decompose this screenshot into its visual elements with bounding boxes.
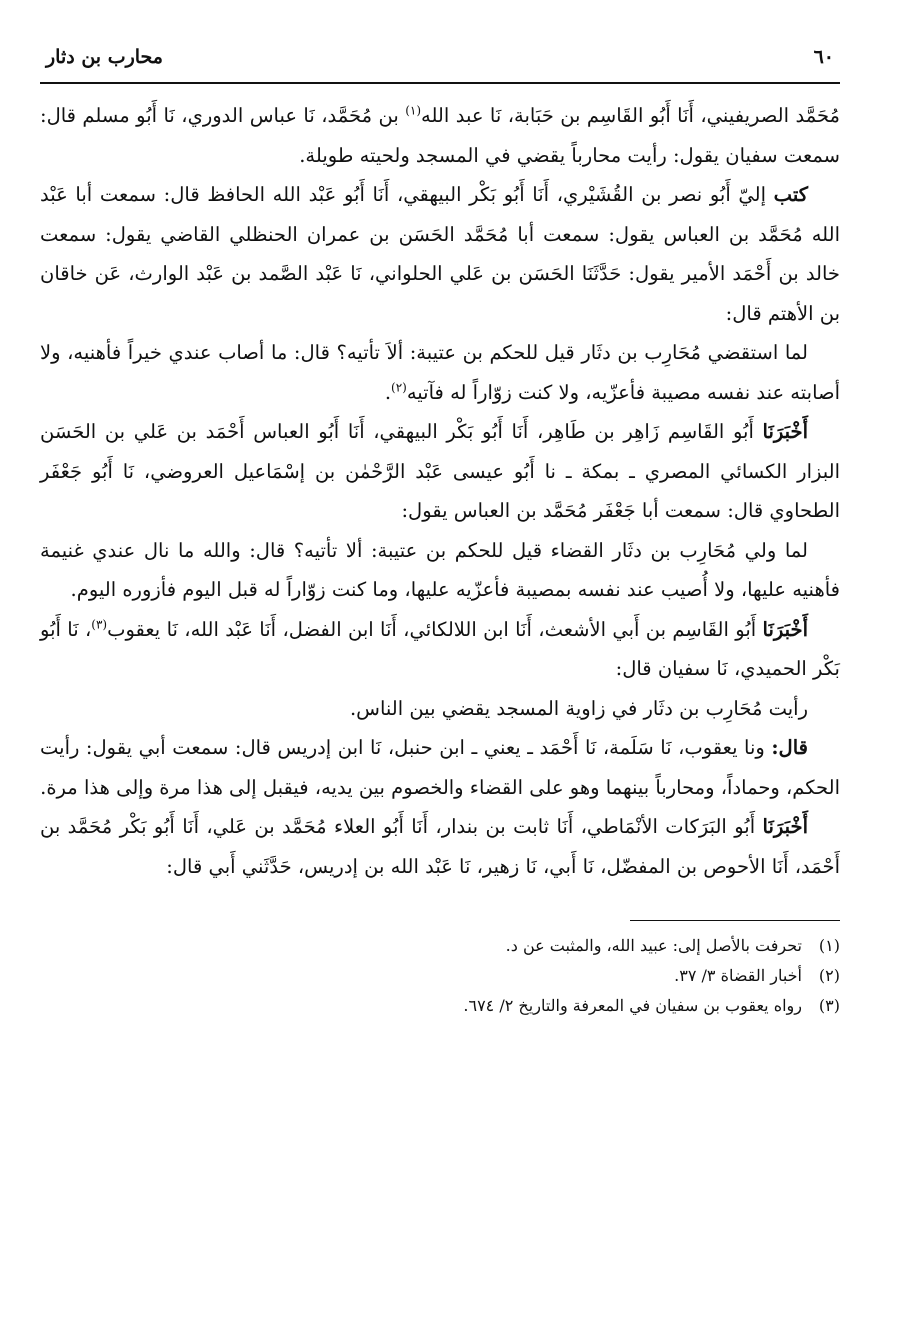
- footnote-number: (٣): [818, 996, 840, 1015]
- footnote-number: (٢): [818, 966, 840, 985]
- paragraph-2: [40, 175, 840, 333]
- paragraph-lead: أَخْبَرَنَا: [762, 420, 808, 443]
- paragraph-text-after: بن مُحَمَّد، نَا عباس الدوري، نَا أَبُو مسلم قال: سمعت سفيان يقول: رأيت محارباً يقضي في المسجد ولحيته طويلة.: [40, 104, 840, 167]
- book-page: [40, 46, 840, 1021]
- paragraph-9: [40, 807, 840, 886]
- paragraph-text: أَبُو البَرَكات الأنْمَاطي، أَنَا ثابت بن بندار، أَنَا أَبُو العلاء مُحَمَّد بن عَلي، أَنَا أَبُو بَكْر مُحَمَّد بن أَحْمَد، أَنَا الأحوص بن المفضّل، نَا أَبي، نَا زهير، نَا عَبْد الله بن إدريس، حَدَّثَني أَبي قال:: [40, 815, 840, 878]
- paragraph-7: [40, 689, 840, 729]
- paragraph-text: أَبُو القَاسِم بن أَبي الأشعث، أَنَا ابن اللالكائي، أَنَا ابن الفضل، أَنَا عَبْد الله، نَا يعقوب: [107, 617, 763, 641]
- paragraph-text: مُحَمَّد الصريفيني، أَنَا أَبُو القَاسِم بن حَبَابة، نَا عبد الله: [421, 104, 840, 127]
- paragraph-text-after: .: [384, 380, 392, 404]
- paragraph-lead: أَخْبَرَنَا: [762, 815, 808, 838]
- paragraph-text: لما ولي مُحَارِب بن دثَار القضاء قيل للحكم بن عتيبة: ألا تأتيه؟ قال: والله ما نال عندي غنيمة فأهنيه عليها، ولا أُصيب عند نفسه بمصيبة فأعزّيه عليها، وما كنت زوّاراً له قبل اليوم فأزوره اليوم.: [40, 538, 840, 601]
- paragraph-text: ونا يعقوب، نَا سَلَمة، نَا أَحْمَد ـ يعني ـ ابن حنبل، نَا ابن إدريس قال: سمعت أبي يقول: رأيت الحكم، وحماداً، ومحارباً بينهما وهو على القضاء والخصوم بين يديه، فيقبل إلى هذا مرة وإلى هذا مرة.: [40, 736, 840, 799]
- footnote-1: [40, 931, 840, 961]
- footnote-marker: (٣): [91, 617, 108, 631]
- paragraph-4: [40, 412, 840, 531]
- paragraph-text-after: ، نَا أَبُو بَكْر الحميدي، نَا سفيان قال:: [40, 617, 840, 680]
- footnote-marker: (١): [405, 103, 422, 118]
- footnotes: [40, 931, 840, 1021]
- footnote-rule: [630, 920, 840, 921]
- footnote-number: (١): [818, 936, 840, 955]
- paragraph-3: [40, 333, 840, 412]
- paragraph-6: [40, 610, 840, 689]
- footnote-text: أخبار القضاة ٣/ ٣٧.: [674, 966, 802, 985]
- paragraph-1: [40, 96, 840, 175]
- main-text: [40, 96, 840, 886]
- paragraph-text: رأيت مُحَارِب بن دثَار في زاوية المسجد يقضي بين الناس.: [349, 696, 808, 720]
- footnote-text: رواه يعقوب بن سفيان في المعرفة والتاريخ ٢/ ٦٧٤.: [463, 996, 802, 1015]
- page-number: ٦٠: [813, 46, 834, 68]
- page-header: [40, 46, 840, 68]
- paragraph-text: أَبُو القَاسِم زَاهِر بن طَاهِر، أَنَا أَبُو بَكْر البيهقي، أَنَا أَبُو العباس أَحْمَد بن عَلي بن الحَسَن البزار الكسائي المصري ـ بمكة ـ نا أَبُو عيسى عَبْد الرَّحْمٰن بن إسْمَاعيل العروضي، نَا أَبُو جَعْفَر الطحاوي قال: سمعت أبا جَعْفَر مُحَمَّد بن العباس يقول:: [40, 420, 840, 522]
- paragraph-text: لما استقضي مُحَارِب بن دثَار قيل للحكم بن عتيبة: ألاَ تأتيه؟ قال: ما أصاب عندي خيراً فأهنيه، ولا أصابته عند نفسه مصيبة فأعزّيه، ولا كنت زوّاراً له فآتيه: [40, 341, 840, 404]
- paragraph-lead: أَخْبَرَنَا: [762, 617, 808, 641]
- running-title: محارب بن دثار: [46, 46, 163, 68]
- footnote-2: [40, 961, 840, 991]
- header-rule: [40, 82, 840, 84]
- paragraph-5: [40, 531, 840, 610]
- paragraph-lead: قال:: [771, 736, 808, 759]
- paragraph-lead: كتب: [773, 183, 808, 206]
- footnote-text: تحرفت بالأصل إلى: عبيد الله، والمثبت عن د.: [505, 936, 802, 955]
- paragraph-text: إليّ أَبُو نصر بن القُشَيْري، أَنَا أَبُو بَكْر البيهقي، أَنَا أَبُو عَبْد الله الحافظ قال: سمعت أبا عَبْد الله مُحَمَّد بن العباس يقول: سمعت أبا مُحَمَّد الحَسَن بن عمران الحنظلي القاضي يقول: سمعت خالد بن أَحْمَد الأمير يقول: حَدَّثَنَا الحَسَن بن عَلي الحلواني، نَا عَبْد الصَّمد بن عَبْد الوارث، عَن خاقان بن الأهتم قال:: [40, 183, 840, 325]
- footnote-3: [40, 991, 840, 1021]
- paragraph-8: [40, 728, 840, 807]
- footnote-marker: (٢): [391, 380, 407, 394]
